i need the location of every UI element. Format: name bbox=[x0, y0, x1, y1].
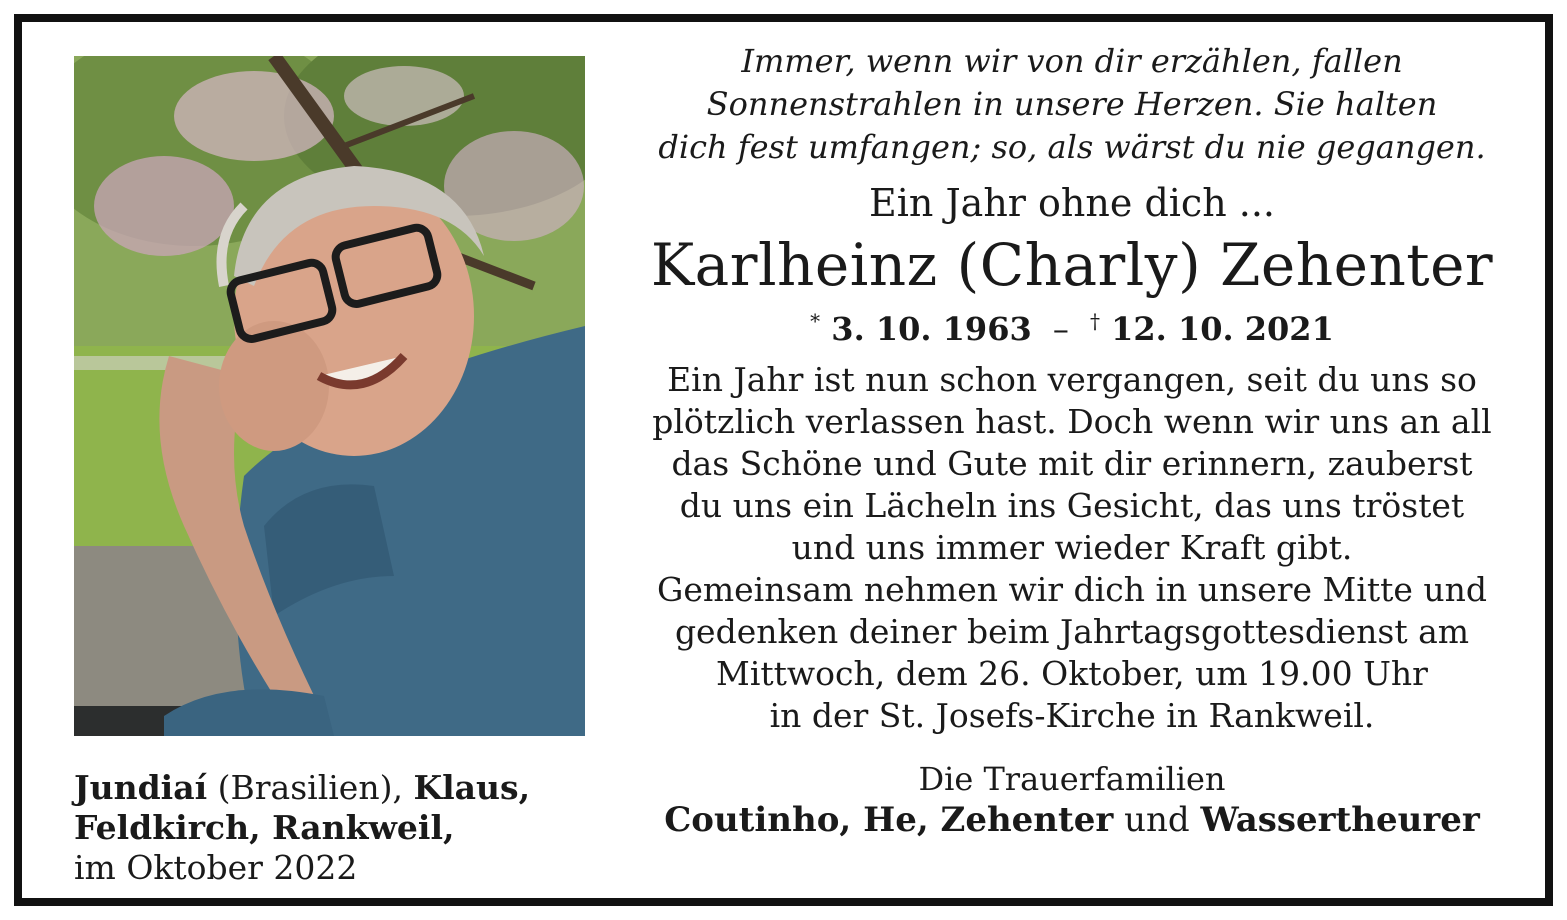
death-symbol: † bbox=[1090, 309, 1100, 333]
place-and-date bbox=[74, 768, 594, 888]
body-line: Ein Jahr ist nun schon vergangen, seit du uns so bbox=[667, 360, 1477, 399]
body-line: gedenken deiner beim Jahrtagsgottesdienst am bbox=[674, 612, 1470, 651]
birth-date: 3. 10. 1963 bbox=[831, 310, 1032, 348]
place-city-jundiai: Jundiaí bbox=[74, 768, 208, 807]
quote-line: dich fest umfangen; so, als wärst du nie gegangen. bbox=[658, 128, 1486, 166]
body-line: du uns ein Lächeln ins Gesicht, das uns tröstet bbox=[679, 486, 1465, 525]
date-separator: – bbox=[1052, 310, 1069, 348]
life-dates bbox=[622, 301, 1522, 349]
place-date: im Oktober 2022 bbox=[74, 848, 358, 887]
place-line-cities: Feldkirch, Rankweil, bbox=[74, 808, 455, 847]
portrait-illustration bbox=[74, 56, 585, 736]
memorial-quote bbox=[622, 40, 1522, 169]
body-line: in der St. Josefs-Kirche in Rankweil. bbox=[769, 696, 1375, 735]
body-line: plötzlich verlassen hast. Doch wenn wir uns an all bbox=[652, 402, 1492, 441]
obituary-frame bbox=[14, 14, 1553, 906]
deceased-name: Karlheinz (Charly) Zehenter bbox=[650, 231, 1494, 299]
heading: Ein Jahr ohne dich ... bbox=[869, 181, 1275, 225]
place-city-note: (Brasilien), bbox=[207, 768, 414, 807]
death-date: 12. 10. 2021 bbox=[1111, 310, 1334, 348]
text-column bbox=[622, 40, 1522, 841]
quote-line: Immer, wenn wir von dir erzählen, fallen bbox=[741, 42, 1403, 80]
body-line: Mittwoch, dem 26. Oktober, um 19.00 Uhr bbox=[716, 654, 1428, 693]
families-label: Die Trauerfamilien bbox=[918, 760, 1226, 798]
family-name-last: Wassertheurer bbox=[1200, 800, 1480, 840]
portrait-photo bbox=[74, 56, 585, 736]
body-line: Gemeinsam nehmen wir dich in unsere Mitte und bbox=[656, 570, 1488, 609]
birth-symbol: * bbox=[810, 309, 821, 333]
memorial-text bbox=[622, 359, 1522, 737]
family-names-bold: Coutinho, He, Zehenter bbox=[664, 800, 1114, 840]
body-line: das Schöne und Gute mit dir erinnern, zauberst bbox=[671, 444, 1473, 483]
quote-line: Sonnenstrahlen in unsere Herzen. Sie halten bbox=[706, 85, 1438, 123]
family-connector: und bbox=[1113, 800, 1201, 840]
body-line: und uns immer wieder Kraft gibt. bbox=[791, 528, 1353, 567]
families-names bbox=[622, 799, 1522, 841]
place-city-klaus: Klaus, bbox=[413, 768, 531, 807]
